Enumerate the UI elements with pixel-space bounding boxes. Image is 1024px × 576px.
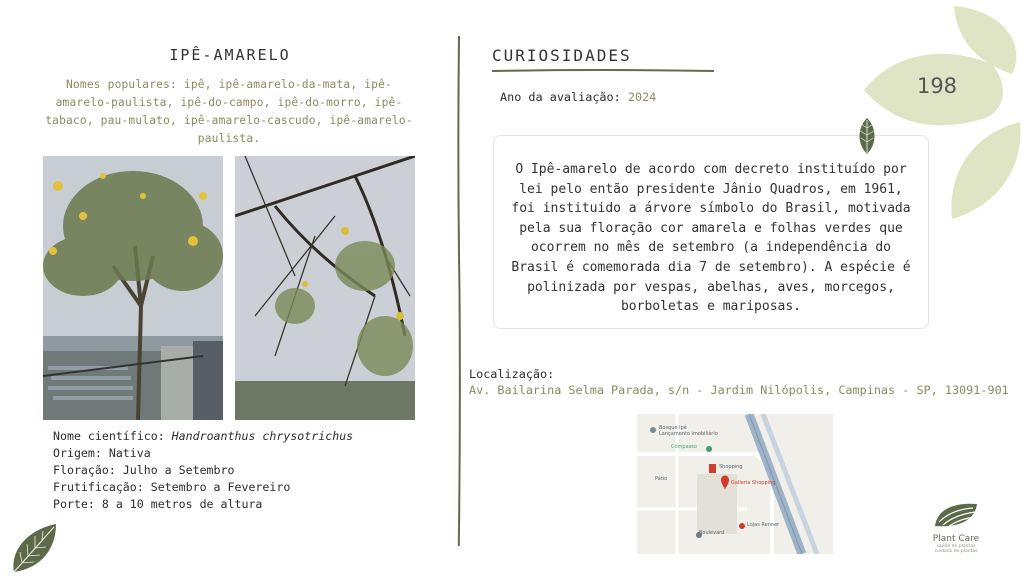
map-label: Galleria Shopping xyxy=(731,480,776,486)
map-label: Lançamento imobiliário xyxy=(659,431,718,437)
species-info xyxy=(53,428,353,513)
leaf-decoration-icon xyxy=(8,522,60,576)
evaluation-year xyxy=(500,90,656,104)
species-title: IPÊ-AMARELO xyxy=(169,46,291,64)
logo-tagline: cuidado de plantas xyxy=(934,549,978,554)
map-label: Bosque Ipê xyxy=(659,425,687,431)
page-number-badge: 198 xyxy=(916,74,958,98)
location-label: Localização: xyxy=(469,367,555,381)
tree-photo-1 xyxy=(43,156,223,420)
tree-photo-2 xyxy=(235,156,415,420)
scientific-name: Handroanthus chrysotrichus xyxy=(171,429,354,443)
map-label: Boulevard xyxy=(699,530,725,536)
map-label: Shopping xyxy=(719,464,743,470)
location-address: Av. Bailarina Selma Parada, s/n - Jardim Nilópolis, Campinas - SP, 13091-901 xyxy=(469,383,1009,397)
map-label: Lojas Renner xyxy=(747,522,780,528)
size-info: Porte: 8 a 10 metros de altura xyxy=(53,497,263,511)
logo-tagline: saúde de plantas xyxy=(936,544,976,549)
logo-name: Plant Care xyxy=(932,534,980,544)
year-value: 2024 xyxy=(627,90,657,104)
column-divider xyxy=(456,36,462,546)
map-label: Pátio xyxy=(655,476,668,482)
logo-leaf-icon xyxy=(931,500,981,530)
curiosities-title: CURIOSIDADES xyxy=(492,46,632,65)
map-label: Compasso xyxy=(671,444,697,450)
popular-names: Nomes populares: ipê, ipê-amarelo-da-mata, ipê-amarelo-paulista, ipê-do-campo, ipê-do-morro, ipê-tabaco, pau-mulato, ipê-amarelo-cascudo, ipê-amarelo-paulista. xyxy=(45,78,413,145)
title-underline xyxy=(492,68,714,74)
curiosity-text-box: O Ipê-amarelo de acordo com decreto instituído por lei pelo então presidente Jânio Quadros, em 1961, foi instituido a árvore símbolo do Brasil, motivada pela sua floração cor amarela e folhas verdes que ocorrem no mês de setembro (a independência do Brasil é comemorada dia 7 de setembro). A espécie é polinizada por vespas, abelhas, aves, morcegos, borboletas e mariposas. xyxy=(493,135,929,329)
year-label: Ano da avaliação: xyxy=(500,90,621,104)
fruiting-info: Frutificação: Setembro a Fevereiro xyxy=(53,480,291,494)
scientific-label: Nome científico: xyxy=(53,429,165,443)
origin-info: Origem: Nativa xyxy=(53,446,151,460)
location-map[interactable] xyxy=(637,414,833,554)
leaf-badge-decoration xyxy=(862,4,1024,224)
flowering-info: Floração: Julho a Setembro xyxy=(53,463,235,477)
plant-care-logo xyxy=(918,500,994,566)
